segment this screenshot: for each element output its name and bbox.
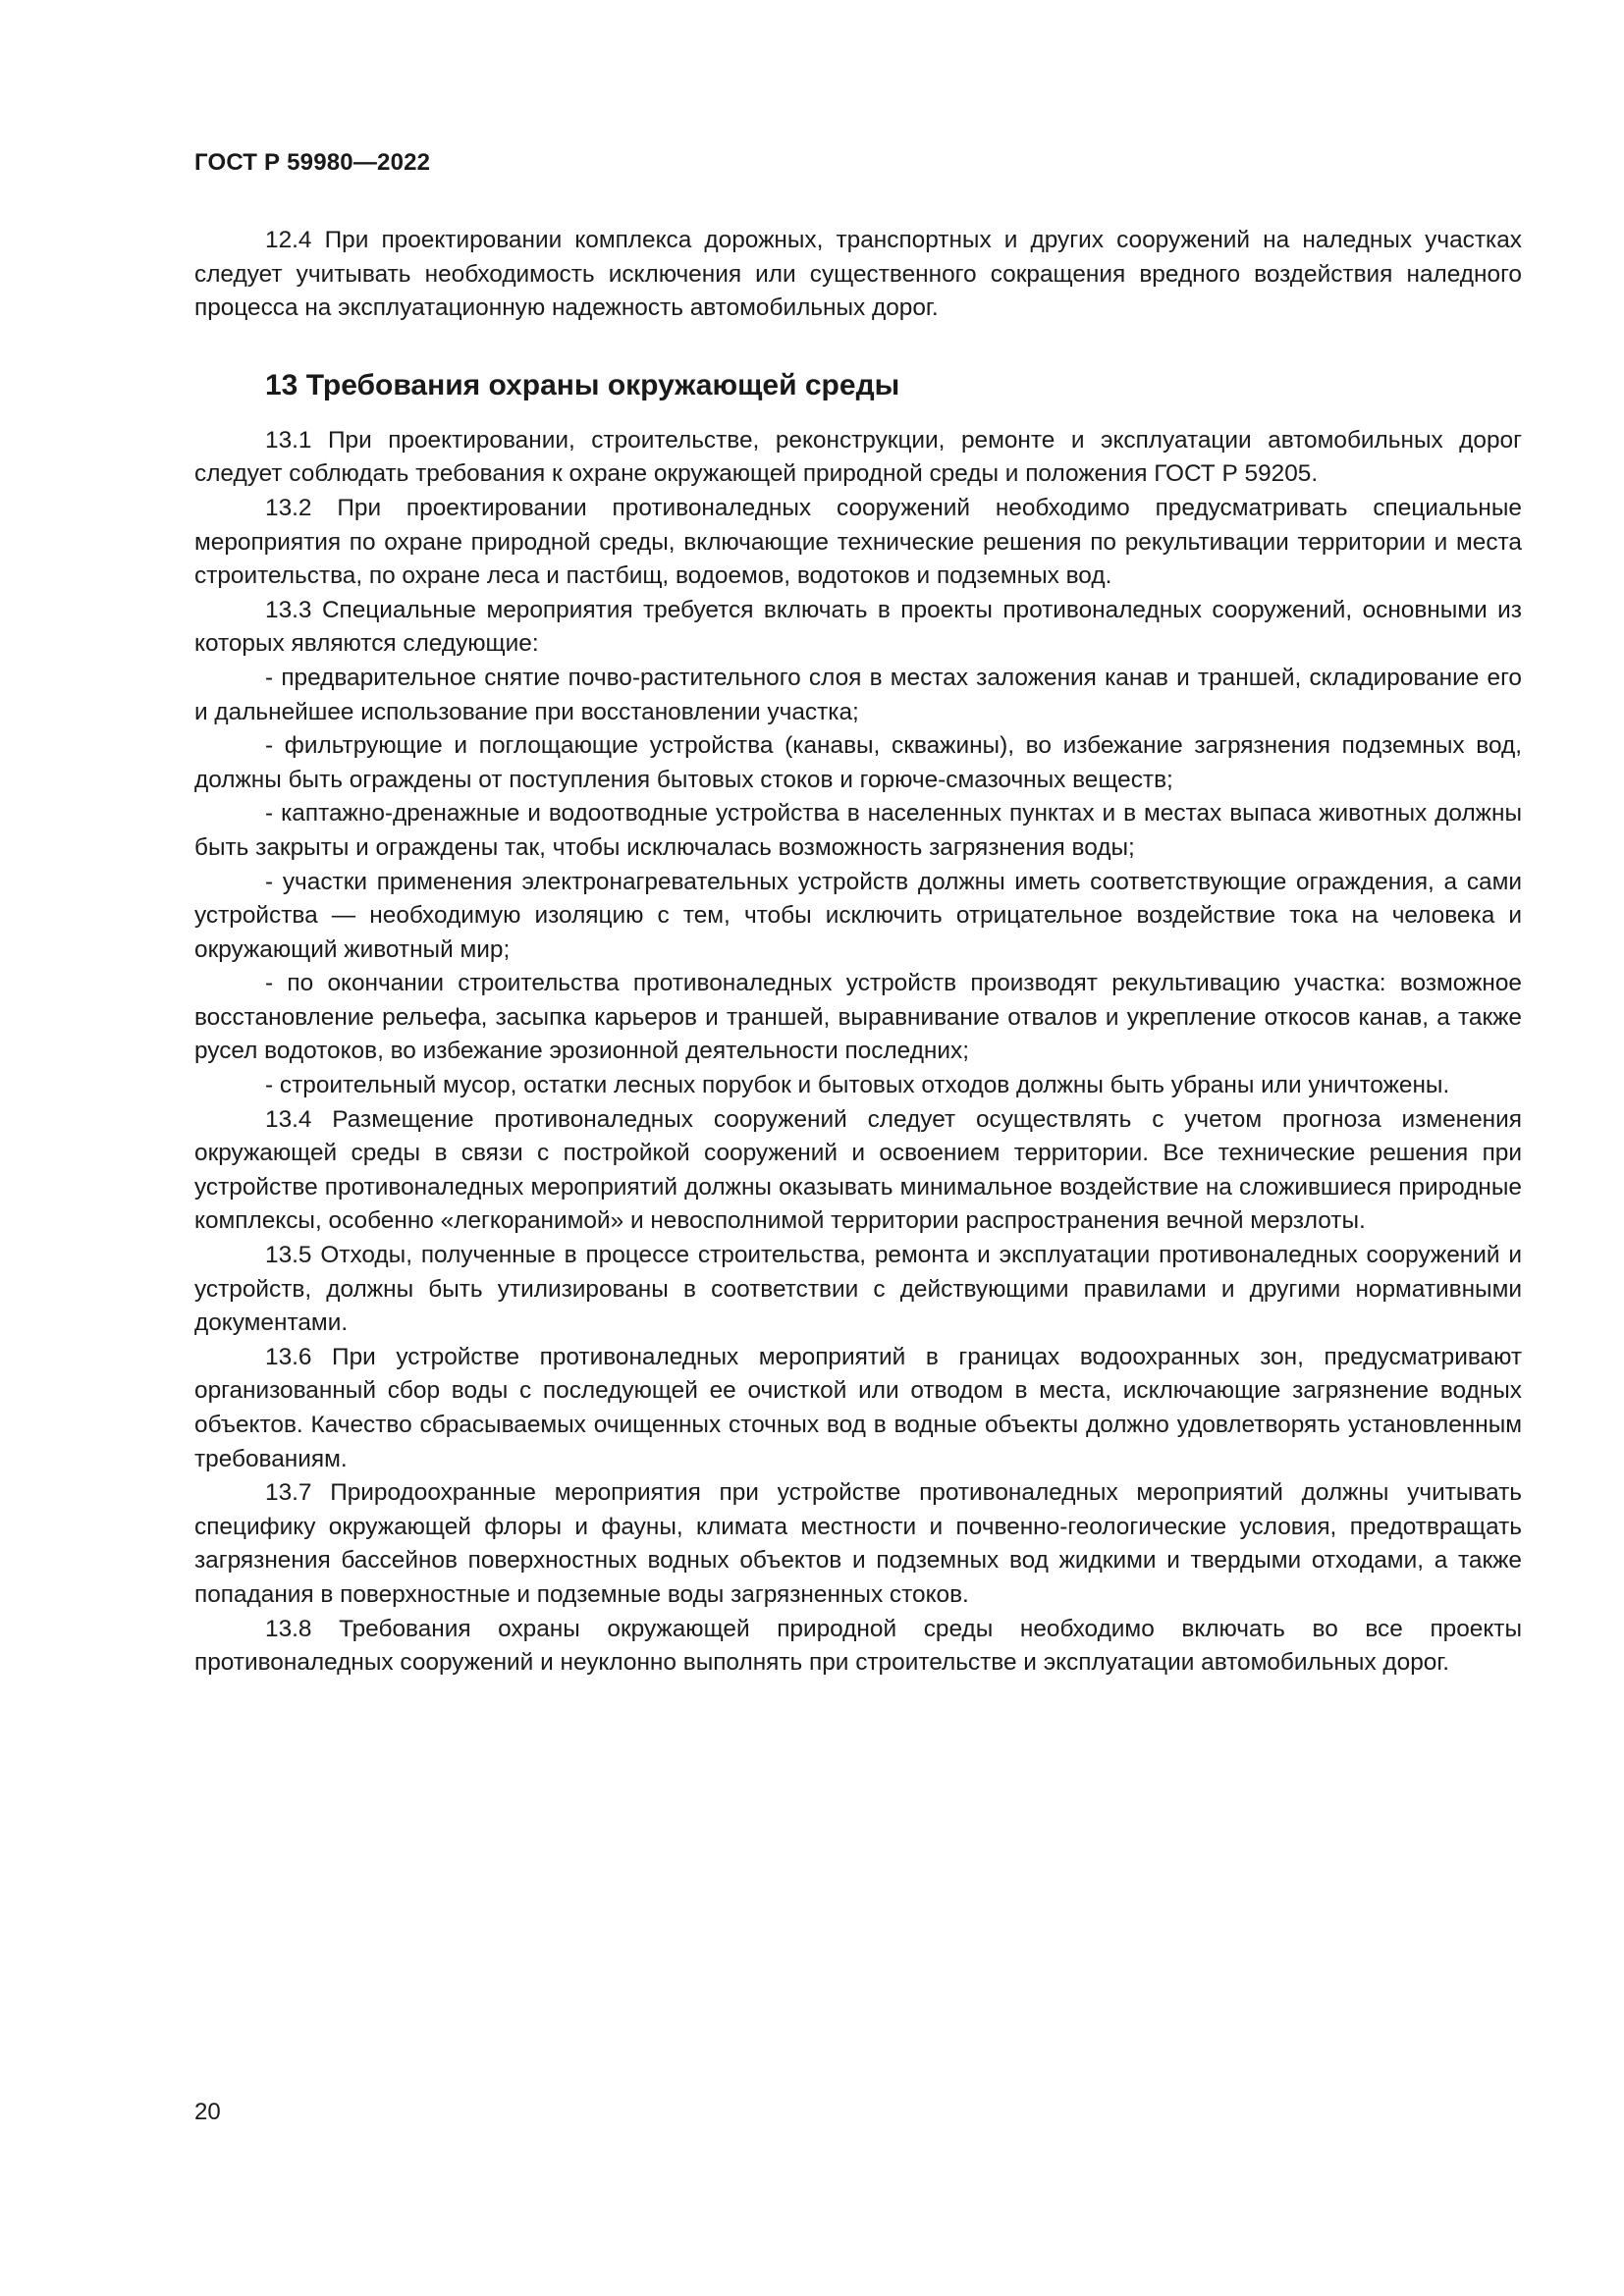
- paragraph-13-8: 13.8 Требования охраны окружающей природной среды необходимо включать во все проекты противоналедных сооружений и неуклонно выполнять при строительстве и эксплуатации автомобильных дорог.: [194, 1615, 1522, 1677]
- paragraph-13-1: 13.1 При проектировании, строительстве, реконструкции, ремонте и эксплуатации автомобильных дорог следует соблюдать требования к охране окружающей природной среды и положения ГОСТ Р 59205.: [194, 426, 1522, 488]
- list-item: - каптажно-дренажные и водоотводные устройства в населенных пунктах и в местах выпаса животных должны быть закрыты и ограждены так, чтобы исключалась возможность загрязнения воды;: [194, 800, 1522, 861]
- list-item: - фильтрующие и поглощающие устройства (канавы, скважины), во избежание загрязнения подземных вод, должны быть ограждены от поступления бытовых стоков и горюче-смазочных веществ;: [194, 732, 1522, 793]
- list-item: - предварительное снятие почво-растительного слоя в местах заложения канав и траншей, складирование его и дальнейшее использование при восстановлении участка;: [194, 664, 1522, 725]
- paragraph-12-4: 12.4 При проектировании комплекса дорожных, транспортных и других сооружений на наледных участках следует учитывать необходимость исключения или существенного сокращения вредного воздействия наледного процесса на эксплуатационную надежность автомобильных дорог.: [194, 227, 1522, 322]
- paragraph-13-6: 13.6 При устройстве противоналедных мероприятий в границах водоохранных зон, предусматривают организованный сбор воды с последующей ее очисткой или отводом в места, исключающие загрязнение водных объектов. Качество сбрасываемых очищенных сточных вод в водные объекты должно удовлетворять установленным требованиям.: [194, 1343, 1522, 1472]
- paragraph-13-3: 13.3 Специальные мероприятия требуется включать в проекты противоналедных сооружений, основными из которых являются следующие:: [194, 596, 1522, 658]
- paragraph-13-7: 13.7 Природоохранные мероприятия при устройстве противоналедных мероприятий должны учитывать специфику окружающей флоры и фауны, климата местности и почвенно-геологические условия, предотвращать загрязнения бассейнов поверхностных водных объектов и подземных вод жидкими и твердыми отходами, а также попадания в поверхностные и подземные воды загрязненных стоков.: [194, 1479, 1522, 1608]
- paragraph-13-5: 13.5 Отходы, полученные в процессе строительства, ремонта и эксплуатации противоналедных сооружений и устройств, должны быть утилизированы в соответствии с действующими правилами и другими нормативными документами.: [194, 1242, 1522, 1337]
- page-content: [194, 224, 1522, 1681]
- page-number: 20: [194, 2099, 221, 2125]
- list-item: - по окончании строительства противоналедных устройств производят рекультивацию участка: возможное восстановление рельефа, засыпка карьеров и траншей, выравнивание отвалов и укрепление откосов канав, а также русел водотоков, во избежание эрозионной деятельности последних;: [194, 970, 1522, 1065]
- paragraph-13-2: 13.2 При проектировании противоналедных сооружений необходимо предусматривать специальные мероприятия по охране природной среды, включающие технические решения по рекультивации территории и места строительства, по охране леса и пастбищ, водоемов, водотоков и подземных вод.: [194, 494, 1522, 590]
- paragraph-13-4: 13.4 Размещение противоналедных сооружений следует осуществлять с учетом прогноза изменения окружающей среды в связи с постройкой сооружений и освоением территории. Все технические решения при устройстве противоналедных мероприятий должны оказывать минимальное воздействие на сложившиеся природные комплексы, особенно «легкоранимой» и невосполнимой территории распространения вечной мерзлоты.: [194, 1105, 1522, 1235]
- section-13-heading: 13 Требования охраны окружающей среды: [265, 368, 900, 401]
- document-code-header: ГОСТ Р 59980—2022: [194, 149, 431, 176]
- list-item: - участки применения электронагревательных устройств должны иметь соответствующие ограждения, а сами устройства — необходимую изоляцию с тем, чтобы исключить отрицательное воздействие тока на человека и окружающий животный мир;: [194, 868, 1522, 963]
- list-item: - строительный мусор, остатки лесных порубок и бытовых отходов должны быть убраны или уничтожены.: [265, 1072, 1450, 1099]
